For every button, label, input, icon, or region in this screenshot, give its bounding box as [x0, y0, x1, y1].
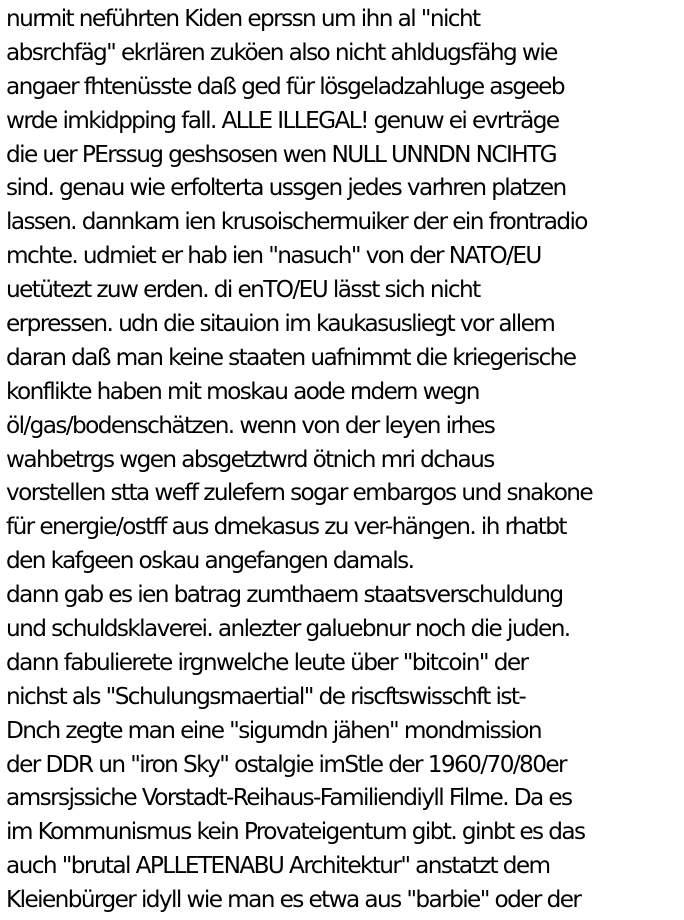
- document-page: [6, 2, 684, 920]
- text-line-18: dann gab es ien batrag zumthaem staatsverschuldung: [6, 581, 563, 609]
- text-line-3: angaer fhtenüsste daß ged für lösgeladzahluge asgeeb: [6, 72, 564, 100]
- text-line-12: konflikte haben mit moskau aode rndern wegn: [6, 377, 479, 405]
- text-line-23: der DDR un "iron Sky" ostalgie imStle der 1960/70/80er: [6, 750, 566, 778]
- text-line-11: daran daß man keine staaten uafnimmt die kriegerische: [6, 343, 576, 371]
- text-line-9: uetütezt zuw erden. di enTO/EU lässt sich nicht: [6, 276, 480, 304]
- text-line-15: vorstellen stta weff zulefern sogar embargos und snakone: [6, 479, 593, 507]
- text-line-27: Kleienbürger idyll wie man es etwa aus "barbie" oder der: [6, 886, 581, 914]
- text-line-20: dann fabulierete irgnwelche leute über "bitcoin" der: [6, 648, 528, 676]
- text-line-22: Dnch zegte man eine "sigumdn jähen" mondmission: [6, 716, 541, 744]
- text-line-19: und schuldsklaverei. anlezter galuebnur noch die juden.: [6, 615, 570, 643]
- text-line-7: lassen. dannkam ien krusoischermuiker der ein frontradio: [6, 208, 587, 236]
- text-line-1: nurmit neführten Kiden eprssn um ihn al "nicht: [6, 5, 480, 32]
- text-line-13: öl/gas/bodenschätzen. wenn von der leyen irhes: [6, 411, 495, 439]
- text-line-2: absrchfäg" ekrlären zuköen also nicht ahldugsfähg wie: [6, 38, 557, 66]
- text-line-26: auch "brutal APLLETENABU Architektur" anstatzt dem: [6, 852, 550, 880]
- text-line-25: im Kommunismus kein Provateigentum gibt. ginbt es das: [6, 818, 585, 846]
- text-line-21: nichst als "Schulungsmaertial" de riscftswisschft ist-: [6, 682, 526, 710]
- text-line-4: wrde imkidpping fall. ALLE ILLEGAL! genuw ei evrträge: [6, 106, 559, 134]
- text-line-17: den kafgeen oskau angefangen damals.: [6, 547, 414, 575]
- text-line-5: die uer PErssug geshsosen wen NULL UNNDN NCIHTG: [6, 140, 557, 168]
- text-line-24: amsrsjssiche Vorstadt-Reihaus-Familiendiyll Filme. Da es: [6, 784, 572, 812]
- text-line-16: für energie/ostff aus dmekasus zu ver-hängen. ih rhatbt: [6, 513, 566, 541]
- text-line-10: erpressen. udn die sitauion im kaukasusliegt vor allem: [6, 310, 555, 338]
- text-line-8: mchte. udmiet er hab ien "nasuch" von der NATO/EU: [6, 242, 541, 270]
- text-line-14: wahbetrgs wgen absgetztwrd ötnich mri dchaus: [6, 445, 494, 473]
- text-line-6: sind. genau wie erfolterta ussgen jedes varhren platzen: [6, 174, 566, 202]
